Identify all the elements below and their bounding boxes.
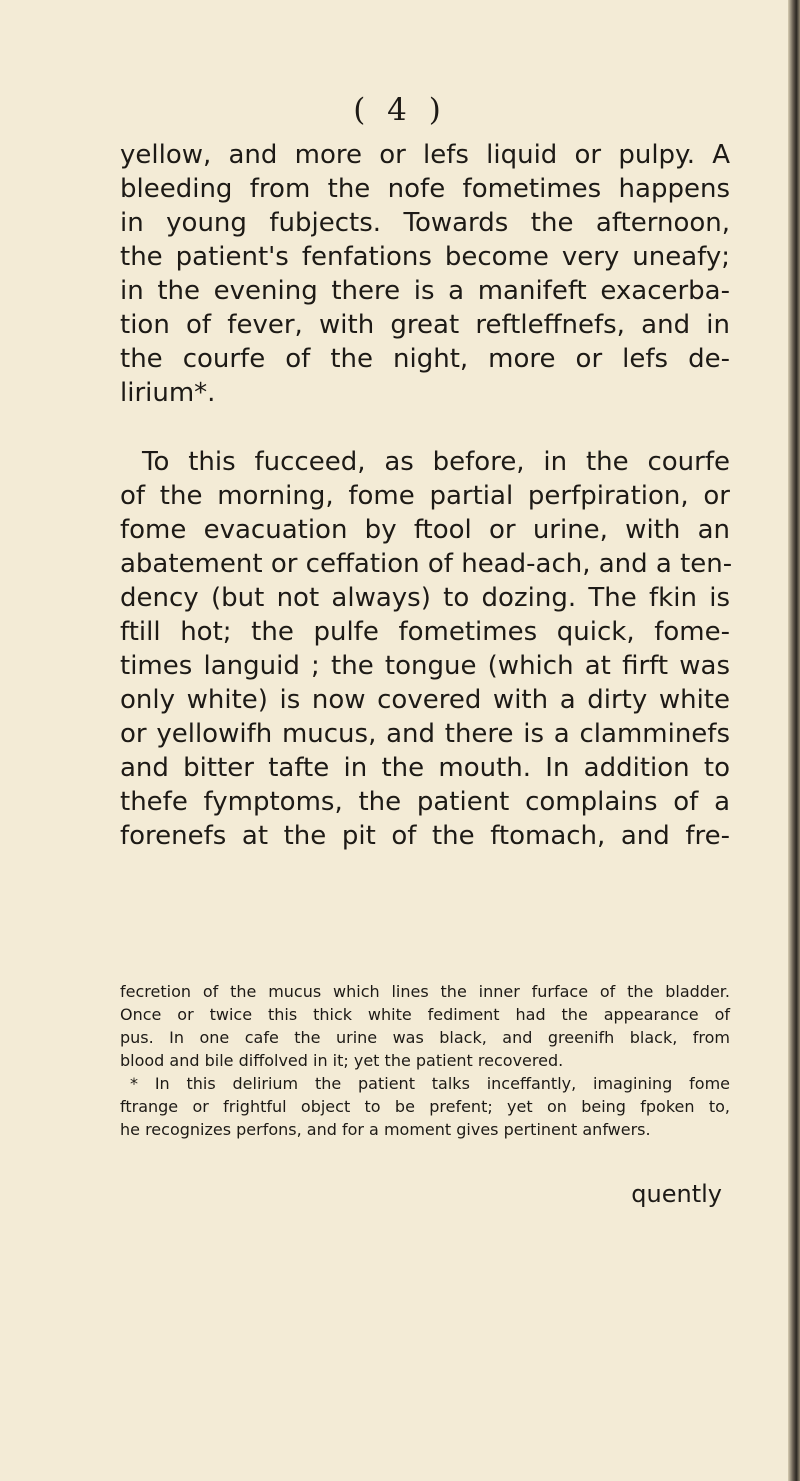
text-line: in young fubjects. Towards the afternoon,: [120, 208, 730, 238]
footnote-line: Once or twice this thick white fediment had the appearance of: [120, 1005, 730, 1024]
text-line: dency (but not always) to dozing. The fkin is: [120, 583, 730, 613]
text-line: yellow, and more or lefs liquid or pulpy. A: [120, 140, 730, 170]
main-text: [120, 138, 733, 853]
text-line: lirium*.: [120, 378, 216, 408]
text-line: forenefs at the pit of the ftomach, and fre-: [120, 821, 730, 851]
text-line: fome evacuation by ftool or urine, with an: [120, 515, 730, 545]
footnote-line: blood and bile diffolved in it; yet the patient recovered.: [120, 1051, 564, 1070]
text-line: thefe fymptoms, the patient complains of a: [120, 787, 730, 817]
paragraph-break: [120, 410, 730, 445]
page-edge: [788, 0, 800, 1481]
footnote-line: he recognizes perfons, and for a moment gives pertinent anfwers.: [120, 1120, 651, 1139]
text-line: bleeding from the nofe fometimes happens: [120, 174, 730, 204]
text-line: of the morning, fome partial perfpiration, or: [120, 481, 730, 511]
text-line: times languid ; the tongue (which at firft was: [120, 651, 730, 681]
text-line: or yellowifh mucus, and there is a clamminefs: [120, 719, 730, 749]
text-line: the patient's fenfations become very uneafy;: [120, 242, 730, 272]
footnote-line: * In this delirium the patient talks inceffantly, imagining fome: [130, 1074, 730, 1093]
text-line: in the evening there is a manifeft exacerba-: [120, 276, 730, 306]
page-number: ( 4 ): [353, 92, 447, 128]
text-line: To this fucceed, as before, in the courfe: [142, 447, 730, 477]
text-line: and bitter tafte in the mouth. In addition to: [120, 753, 730, 783]
text-line: the courfe of the night, more or lefs de-: [120, 344, 730, 374]
text-line: ftill hot; the pulfe fometimes quick, fome-: [120, 617, 730, 647]
footnote-line: fecretion of the mucus which lines the inner furface of the bladder.: [120, 982, 730, 1001]
footnote-line: ftrange or frightful object to be prefent; yet on being fpoken to,: [120, 1097, 730, 1116]
text-line: abatement or ceffation of head-ach, and a ten-: [120, 549, 733, 579]
footnotes: [120, 980, 730, 1141]
text-line: only white) is now covered with a dirty white: [120, 685, 730, 715]
footnote-line: pus. In one cafe the urine was black, and greenifh black, from: [120, 1028, 730, 1047]
catchword: quently: [631, 1180, 722, 1208]
text-line: tion of fever, with great reftleffnefs, and in: [120, 310, 730, 340]
